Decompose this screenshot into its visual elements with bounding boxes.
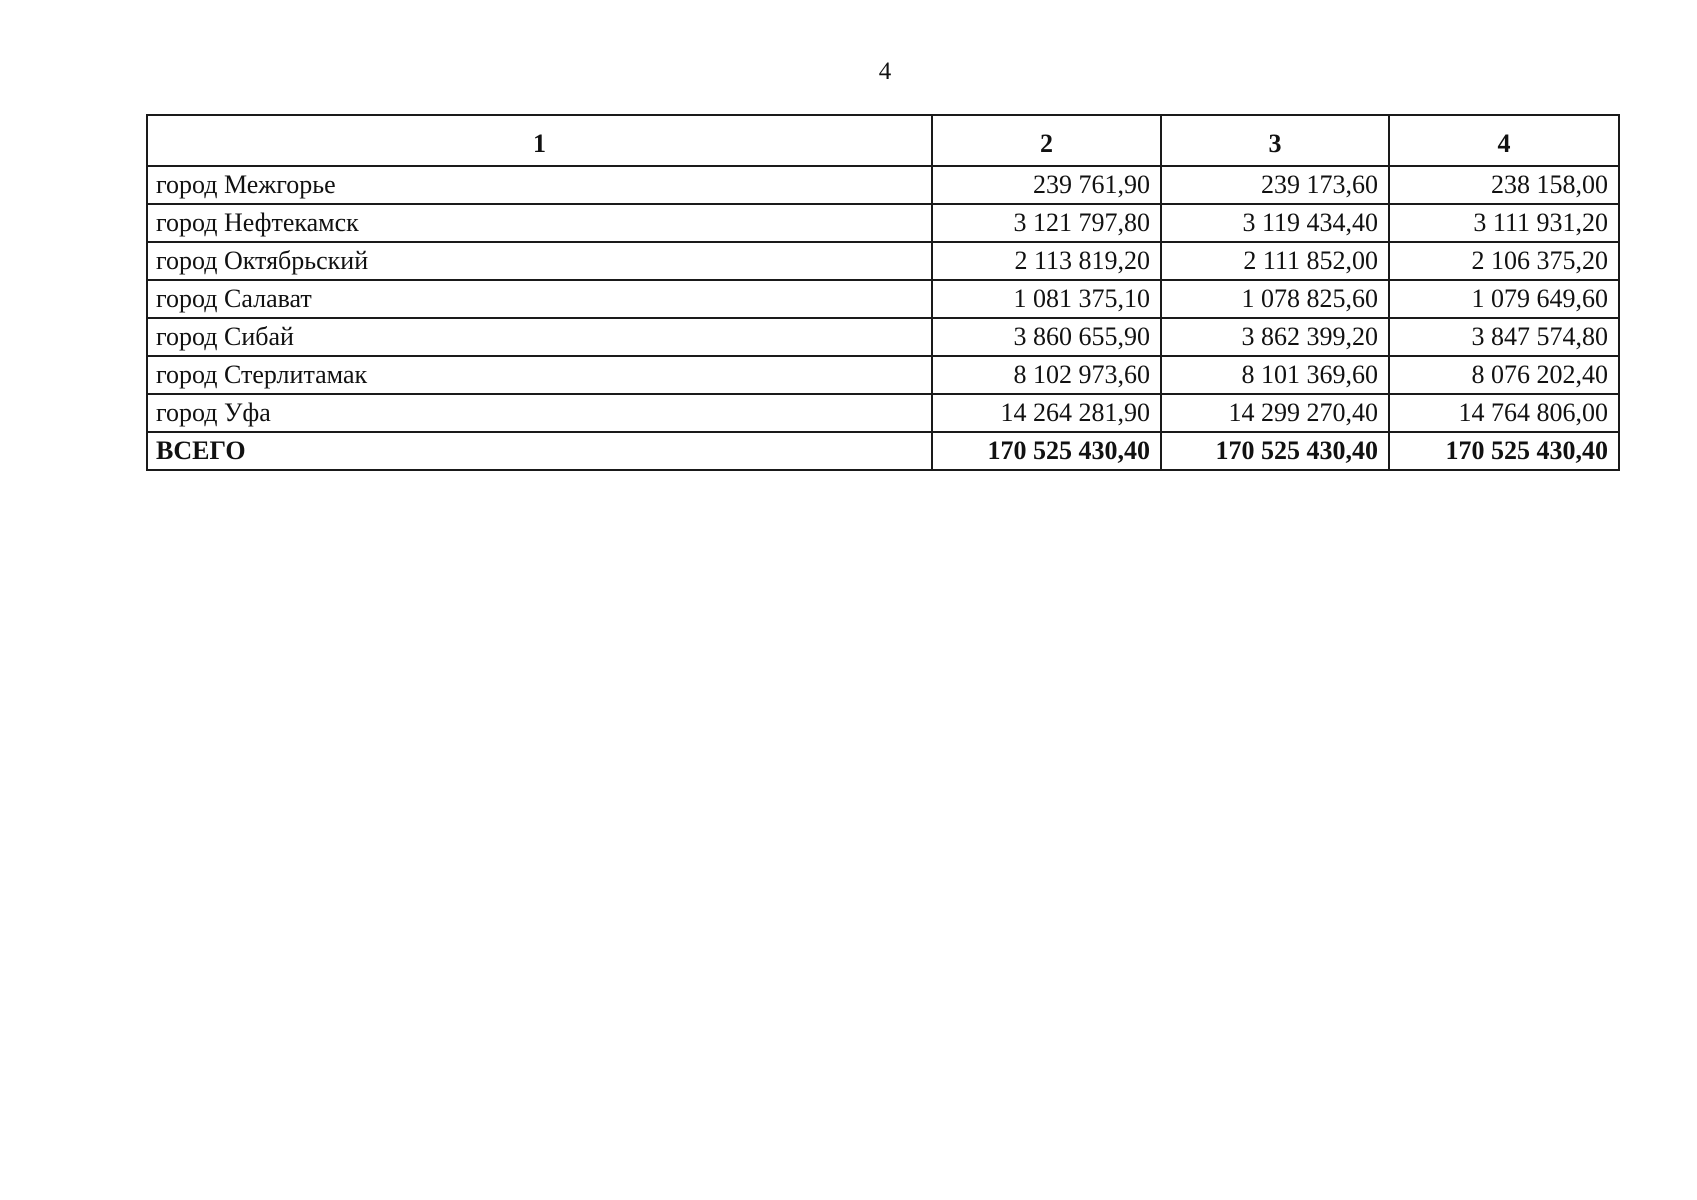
row-value-col4: 1 079 649,60: [1389, 280, 1619, 318]
row-name: город Нефтекамск: [147, 204, 932, 242]
row-value-col3: 239 173,60: [1161, 166, 1389, 204]
budget-table: [146, 114, 1620, 471]
row-value-col3: 8 101 369,60: [1161, 356, 1389, 394]
total-value-col2: 170 525 430,40: [932, 432, 1161, 470]
column-header-2: 2: [932, 115, 1161, 166]
table-header-row: [147, 115, 1619, 166]
row-value-col2: 239 761,90: [932, 166, 1161, 204]
table-row: [147, 166, 1619, 204]
row-value-col4: 238 158,00: [1389, 166, 1619, 204]
row-value-col2: 2 113 819,20: [932, 242, 1161, 280]
column-header-4: 4: [1389, 115, 1619, 166]
row-value-col3: 3 119 434,40: [1161, 204, 1389, 242]
row-name: город Межгорье: [147, 166, 932, 204]
row-name: город Уфа: [147, 394, 932, 432]
column-header-1: 1: [147, 115, 932, 166]
row-value-col3: 1 078 825,60: [1161, 280, 1389, 318]
row-name: город Сибай: [147, 318, 932, 356]
row-value-col4: 2 106 375,20: [1389, 242, 1619, 280]
row-value-col4: 8 076 202,40: [1389, 356, 1619, 394]
total-row: [147, 432, 1619, 470]
row-value-col3: 3 862 399,20: [1161, 318, 1389, 356]
row-value-col4: 3 111 931,20: [1389, 204, 1619, 242]
row-name: город Салават: [147, 280, 932, 318]
total-value-col4: 170 525 430,40: [1389, 432, 1619, 470]
table-row: [147, 242, 1619, 280]
table-row: [147, 280, 1619, 318]
table-row: [147, 204, 1619, 242]
row-value-col3: 14 299 270,40: [1161, 394, 1389, 432]
table-row: [147, 394, 1619, 432]
row-value-col3: 2 111 852,00: [1161, 242, 1389, 280]
row-value-col2: 8 102 973,60: [932, 356, 1161, 394]
row-value-col4: 3 847 574,80: [1389, 318, 1619, 356]
row-value-col2: 1 081 375,10: [932, 280, 1161, 318]
table-row: [147, 356, 1619, 394]
table-row: [147, 318, 1619, 356]
total-value-col3: 170 525 430,40: [1161, 432, 1389, 470]
row-name: город Стерлитамак: [147, 356, 932, 394]
column-header-3: 3: [1161, 115, 1389, 166]
row-value-col2: 3 121 797,80: [932, 204, 1161, 242]
row-name: город Октябрьский: [147, 242, 932, 280]
row-value-col2: 14 264 281,90: [932, 394, 1161, 432]
page-number: 4: [878, 58, 892, 85]
row-value-col2: 3 860 655,90: [932, 318, 1161, 356]
row-value-col4: 14 764 806,00: [1389, 394, 1619, 432]
total-label: ВСЕГО: [147, 432, 932, 470]
